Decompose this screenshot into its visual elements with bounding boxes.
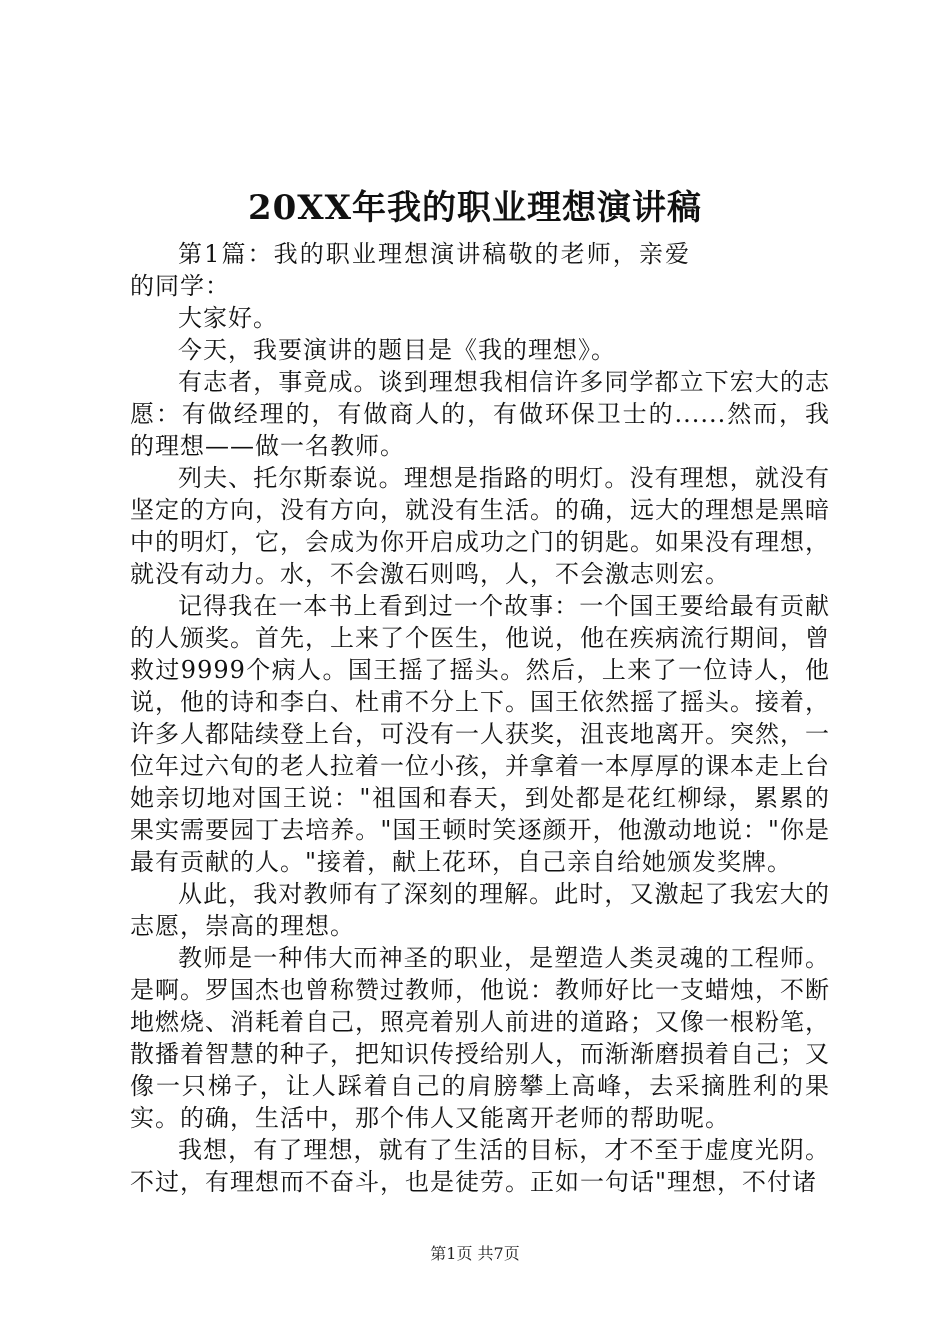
paragraph-4: 有志者，事竟成。谈到理想我相信许多同学都立下宏大的志愿：有做经理的，有做商人的，有做环保卫士的......然而，我的理想——做一名教师。 (130, 368, 830, 460)
document-body (130, 238, 830, 1198)
paragraph-9: 我想，有了理想，就有了生活的目标，才不至于虚度光阴。不过，有理想而不奋斗，也是徒劳。正如一句话"理想，不付诸 (130, 1136, 830, 1196)
paragraph-8: 教师是一种伟大而神圣的职业，是塑造人类灵魂的工程师。是啊。罗国杰也曾称赞过教师，他说：教师好比一支蜡烛，不断地燃烧、消耗着自己，照亮着别人前进的道路；又像一根粉笔，散播着智慧的种子，把知识传授给别人，而渐渐磨损着自己；又像一只梯子，让人踩着自己的肩膀攀上高峰，去采摘胜利的果实。的确，生活中，那个伟人又能离开老师的帮助呢。 (130, 944, 830, 1132)
page-footer: 第1页 共7页 (430, 1244, 520, 1263)
paragraph-5: 列夫、托尔斯泰说。理想是指路的明灯。没有理想，就没有坚定的方向，没有方向，就没有生活。的确，远大的理想是黑暗中的明灯，它，会成为你开启成功之门的钥匙。如果没有理想，就没有动力。水，不会激石则鸣，人，不会激志则宏。 (130, 464, 830, 588)
paragraph-1: 第1篇：我的职业理想演讲稿敬的老师，亲爱的同学： (130, 240, 690, 300)
paragraph-2: 大家好。 (178, 304, 278, 332)
paragraph-7: 从此，我对教师有了深刻的理解。此时，又激起了我宏大的志愿，崇高的理想。 (130, 880, 830, 940)
paragraph-3: 今天，我要演讲的题目是《我的理想》。 (178, 336, 616, 364)
document-title: 20XX年我的职业理想演讲稿 (247, 188, 703, 228)
paragraph-6: 记得我在一本书上看到过一个故事：一个国王要给最有贡献的人颁奖。首先，上来了个医生，他说，他在疾病流行期间，曾救过9999个病人。国王摇了摇头。然后，上来了一位诗人，他说，他的诗和李白、杜甫不分上下。国王依然摇了摇头。接着，许多人都陆续登上台，可没有一人获奖，沮丧地离开。突然，一位年过六旬的老人拉着一位小孩，并拿着一本厚厚的课本走上台她亲切地对国王说："祖国和春天，到处都是花红柳绿，累累的果实需要园丁去培养。"国王顿时笑逐颜开，他激动地说："你是最有贡献的人。"接着，献上花环，自己亲自给她颁发奖牌。 (130, 592, 830, 876)
